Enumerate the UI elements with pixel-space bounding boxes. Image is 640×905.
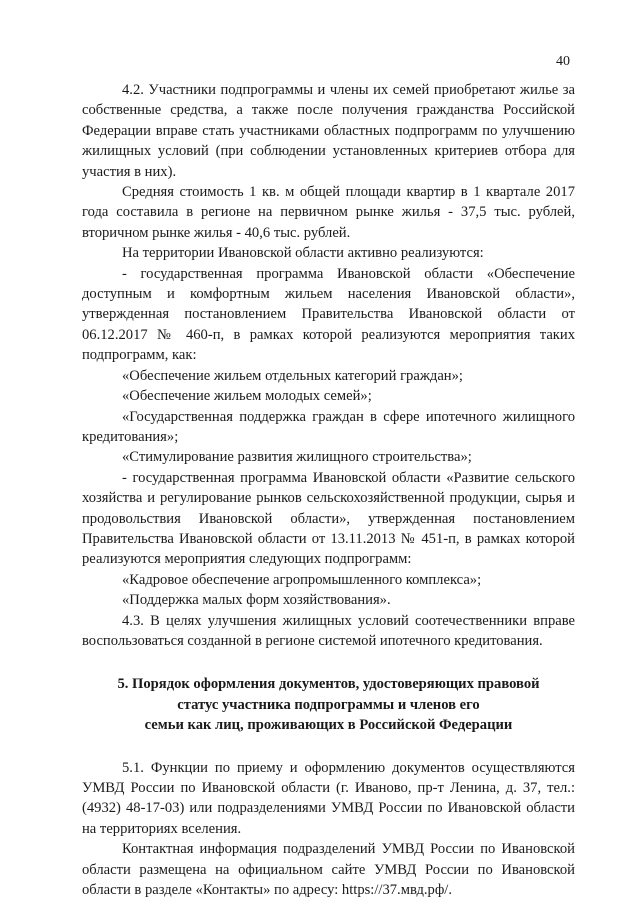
list-item: «Обеспечение жильем отдельных категорий граждан»;	[122, 367, 463, 384]
paragraph: - государственная программа Ивановской области «Развитие сельского хозяйства и регулирование рынков сельскохозяйственной продукции, сырья и продовольствия Ивановской области», утвержденная постановлением Правительства Ивановской области от 13.11.2013 № 451-п, в рамках которой реализуются мероприятия следующих подпрограмм:	[82, 469, 575, 568]
list-item: «Поддержка малых форм хозяйствования».	[122, 592, 391, 609]
section-heading-line: семьи как лиц, проживающих в Российской Федерации	[144, 717, 513, 734]
document-body	[82, 80, 575, 900]
paragraph: 4.3. В целях улучшения жилищных условий соотечественники вправе воспользоваться созданной в регионе системой ипотечного кредитования.	[82, 612, 575, 649]
section-heading	[82, 674, 575, 735]
paragraph: 5.1. Функции по приему и оформлению документов осуществляются УМВД России по Ивановской области (г. Иваново, пр-т Ленина, д. 37, тел.: (4932) 48-17-03) или подразделениями УМВД России по Ивановской области на территориях вселения.	[82, 759, 575, 837]
paragraph: 4.2. Участники подпрограммы и члены их семей приобретают жилье за собственные средства, а также после получения гражданства Российской Федерации вправе стать участниками областных подпрограмм по улучшению жилищных условий (при соблюдении установленных критериев отбора для участия в них).	[82, 82, 575, 180]
page-number: 40	[556, 54, 570, 69]
section-heading-line: 5. Порядок оформления документов, удостоверяющих правовой	[117, 676, 540, 693]
paragraph: - государственная программа Ивановской области «Обеспечение доступным и комфортным жильем населения Ивановской области», утвержденная постановлением Правительства Ивановской области от 06.12.2017 № 460-п, в рамках которой реализуются мероприятия таких подпрограмм, как:	[82, 265, 575, 364]
paragraph: Контактная информация подразделений УМВД России по Ивановской области размещена на официальном сайте УМВД России по Ивановской области в разделе «Контакты» по адресу: https://37.мвд.рф/.	[82, 841, 575, 899]
paragraph: На территории Ивановской области активно реализуются:	[122, 245, 484, 262]
paragraph: Средняя стоимость 1 кв. м общей площади квартир в 1 квартале 2017 года составила в регионе на первичном рынке жилья - 37,5 тыс. рублей, вторичном рынке жилья - 40,6 тыс. рублей.	[82, 184, 575, 241]
section-heading-line: статус участника подпрограммы и членов его	[177, 696, 480, 713]
list-item: «Стимулирование развития жилищного строительства»;	[122, 449, 472, 466]
list-item: «Обеспечение жильем молодых семей»;	[122, 388, 372, 405]
list-item: «Государственная поддержка граждан в сфере ипотечного жилищного кредитования»;	[82, 408, 575, 445]
list-item: «Кадровое обеспечение агропромышленного комплекса»;	[122, 571, 482, 588]
